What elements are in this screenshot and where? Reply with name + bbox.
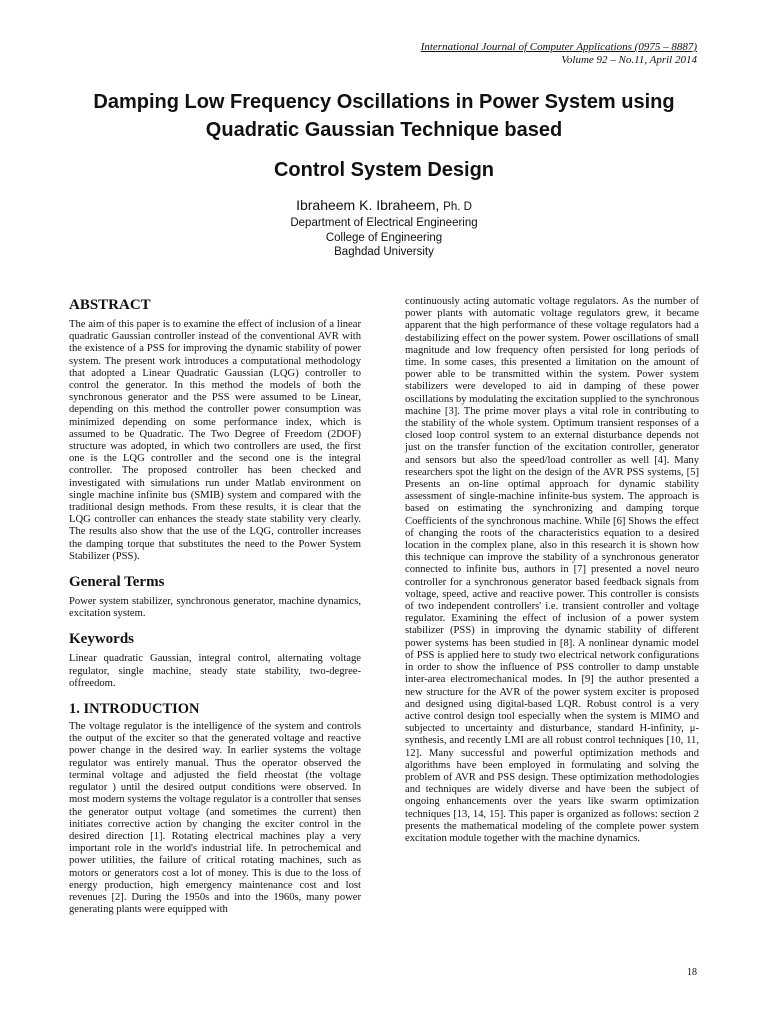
paper-subtitle: Control System Design: [273, 159, 495, 181]
general-terms-heading: General Terms: [69, 574, 165, 591]
journal-volume: Volume 92 – No.11, April 2014: [561, 54, 697, 66]
abstract-heading: ABSTRACT: [69, 297, 151, 313]
page-number: 18: [687, 967, 697, 978]
author-university: Baghdad University: [334, 246, 434, 258]
keywords-heading: Keywords: [69, 631, 134, 648]
author-college: College of Engineering: [325, 231, 443, 244]
paper-title: Damping Low Frequency Oscillations in Power System using Quadratic Gaussian Technique based: [93, 91, 675, 141]
author-name: Ibraheem K. Ibraheem,: [296, 197, 440, 213]
left-column: [69, 296, 361, 916]
author-block: [60, 197, 708, 260]
keywords-text: Linear quadratic Gaussian, integral control, alternating voltage regulator, single machine, steady state stability, two-degree-offreedom.: [69, 653, 361, 689]
abstract-text: The aim of this paper is to examine the effect of inclusion of a linear quadratic Gaussian controller instead of the conventional AVR with the existence of a PSS for improving the dynamic stability of power system. The present work introduces a computational methodology that adopted a Linear Quadratic Gaussian (LQG) controller to control the generator. In this method the models of both the synchronous generator and the PSS were assumed to be Linear, depending on this method the controller power consumption was minimized depending on some performance index, which is assumed to be Quadratic. The Two Degree of Freedom (2DOF) structure was adopted, in which two controllers are used, the first one is the LQG controller and the second one is the integral controller. The proposed controller has been checked and investigated with simulations run under Matlab environment on single machine infinite bus (SMIB) system and compared with the traditional design methods. From these results, it is clear that the LQG controller can enhances the steady state stability very clearly. The results also show that the use of the LQG, controller increases the damping torque that substitutes the need to the Power System Stabilizer (PSS).: [69, 319, 361, 562]
author-department: Department of Electrical Engineering: [290, 217, 478, 229]
journal-header: [421, 41, 697, 67]
introduction-heading: 1. INTRODUCTION: [69, 701, 200, 718]
introduction-text-left: The voltage regulator is the intelligence of the system and controls the output of the exciter so that the generated voltage and reactive power change in the desired way. In earlier systems the voltage regulator was entirely manual. Thus the operator observed the terminal voltage and adjusted the field rheostat (the voltage regulator ) until the desired output conditions were observed. In most modern systems the voltage regulator is a controller that senses the generator output voltage (and sometimes the current) then initiates corrective action by changing the exciter control in the desired direction [1]. Rotating electrical machines play a very important role in the world's industrial life. In petrochemical and power utilities, the failure of critical rotating machines, such as motors or generators cost a lot of money. This is due to the loss of energy production, high emergency maintenance cost and lost revenues [2]. During the 1950s and into the 1960s, many power generating plants were equipped with: [69, 721, 361, 916]
author-degree: Ph. D: [443, 201, 472, 213]
author-line: [60, 197, 708, 216]
right-column: [405, 296, 699, 845]
journal-name: International Journal of Computer Applications (0975 – 8887): [420, 41, 697, 53]
general-terms-text: Power system stabilizer, synchronous generator, machine dynamics, excitation system.: [69, 596, 361, 620]
introduction-text-right: continuously acting automatic voltage regulators. As the number of power plants with automatic voltage regulators grew, it became apparent that the high performance of these voltage regulators had a destabilizing effect on the power system. Power oscillations of small magnitude and low frequency often persisted for long periods of time. In some cases, this presented a limitation on the amount of power able to be transmitted within the system. Power system stabilizers were developed to aid in damping of these power oscillations by modulating the excitation supplied to the synchronous machine [3]. The prime mover plays a vital role in contributing to the stability of the whole system. Optimum transient responses of a closed loop control system to an external disturbance depends not just on the transfer function of the excitation controller, generator and sensors but also the speed/load controller as well [4]. Many researchers spot the light on the design of the AVR PSS systems, [5] Presents an on-line optimal approach for dynamic stability assessment of single-machine infinite-bus system. The approach is based on estimating the synchronizing and damping torque Coefficients of the synchronous machine. While [6] Shows the effect of changing the roots of the characteristics equation to a desired location in the complex plane, also in this research it is shown how this technique can improve the stability of a synchronous generator connected to infinite bus, authors in [7] presented a novel neuro controller for a synchronous generator based feedback signals from voltage, speed, active and reactive power. This controller is consists of two independent controllers' i.e. transient controller and voltage regulator. Examining the effect of inclusion of a power system stabilizer (PSS) in improving the dynamic stability of different power systems has been studied in [8]. A nonlinear dynamic model of PSS is applied here to study two electrical network configurations in order to show the influence of PSS controller to damp unstable inter-area electromechanical modes. In [9] the author presented a new structure for the AVR of the power system exciter is proposed and designed using digital-based LQR. Robust control is a very active control design tool especially when the system is MIMO and subjected to uncertainty and disturbance, standard H-infinity, μ-synthesis, and recently LMI are all robust control techniques [10, 11, 12]. Many successful and powerful optimization methods and algorithms have been employed in formulating and solving the problem of AVR and PSS design. These optimization methodologies and techniques are widely diverse and have been the subject of ongoing enhancements over the years like swarm optimization techniques [13, 14, 15]. This paper is organized as follows: section 2 presents the mathematical modeling of the complete power system excitation module together with the machine dynamics.: [405, 296, 699, 844]
